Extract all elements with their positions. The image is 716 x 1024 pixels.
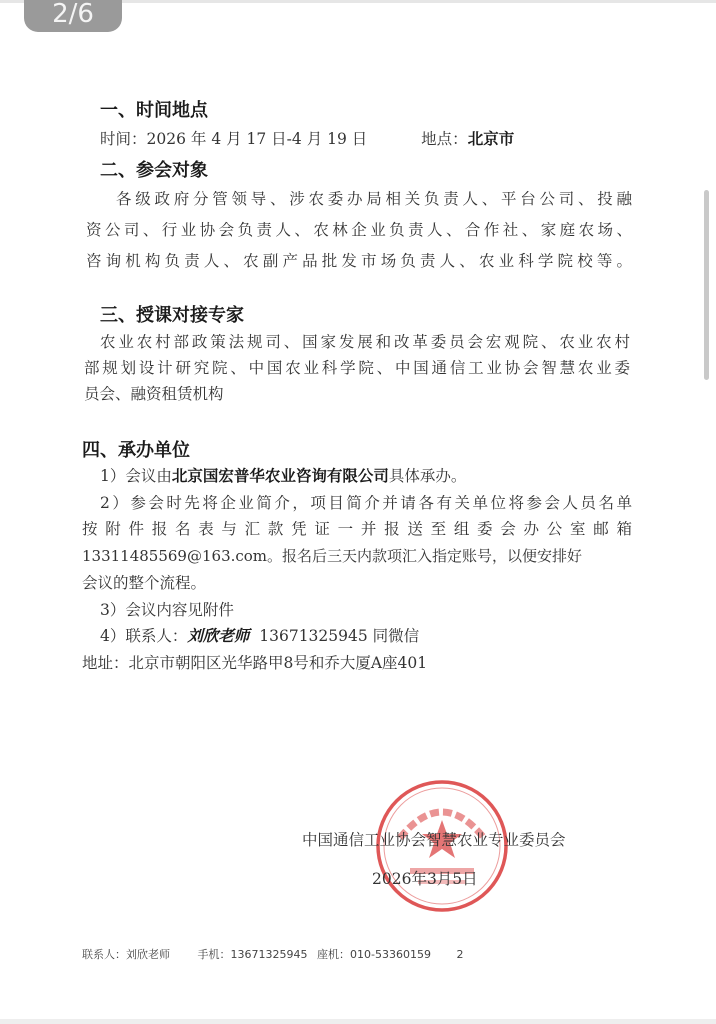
place-label: 地点： — [421, 130, 468, 148]
signing-date: 2026年3月5日 — [372, 870, 478, 888]
organizer-item-2-line-3: 13311485569@163.com。报名后三天内款项汇入指定账号，以便安排好 — [82, 547, 583, 565]
experts-line-1: 农业农村部政策法规司、国家发展和改革委员会宏观院、农业农村 — [100, 333, 630, 351]
address-line: 地址：北京市朝阳区光华路甲8号和乔大厦A座401 — [82, 654, 428, 672]
attendees-line-3: 咨询机构负责人、农副产品批发市场负责人、农业科学院校等。 — [86, 252, 632, 270]
organizer-item-1 — [100, 464, 466, 486]
section-heading-attendees: 二、参会对象 — [100, 160, 208, 181]
experts-line-2: 部规划设计研究院、中国农业科学院、中国通信工业协会智慧农业委 — [84, 359, 630, 377]
section-heading-time-place: 一、时间地点 — [100, 100, 208, 121]
time-label: 时间： — [100, 130, 147, 148]
organizer-item-2-line-1: 2）参会时先将企业简介，项目简介并请各有关单位将参会人员名单 — [100, 494, 632, 512]
page-indicator-badge[interactable]: 2/6 — [24, 0, 122, 32]
attendees-line-2: 资公司、行业协会负责人、农林企业负责人、合作社、家庭农场、 — [86, 221, 632, 239]
section-heading-organizer: 四、承办单位 — [82, 440, 190, 461]
time-value: 2026 年 4 月 17 日-4 月 19 日 — [146, 130, 368, 148]
organizer-item-3: 3）会议内容见附件 — [100, 601, 234, 619]
contact-name: 刘欣老师 — [187, 627, 250, 645]
footer-page-number: 2 — [456, 948, 464, 961]
page-footer — [82, 946, 469, 962]
contact-label: 4）联系人： — [100, 627, 188, 645]
footer-landline: 座机：010-53360159 — [316, 948, 431, 961]
organizer-company: 北京国宏普华农业咨询有限公司 — [171, 467, 389, 485]
organizer-item-2-line-4: 会议的整个流程。 — [82, 574, 207, 592]
signing-organization: 中国通信工业协会智慧农业专业委员会 — [302, 831, 566, 849]
viewer-bottom-edge — [0, 1019, 716, 1024]
attendees-line-1: 各级政府分管领导、涉农委办局相关负责人、平台公司、投融 — [116, 190, 632, 208]
experts-line-3: 员会、融资租赁机构 — [84, 385, 224, 403]
contact-phone: 13671325945 同微信 — [259, 627, 420, 645]
footer-contact: 联系人：刘欣老师 — [82, 948, 170, 961]
organizer-item-1-prefix: 1）会议由 — [100, 467, 172, 485]
organizer-item-4 — [100, 624, 419, 646]
place-value: 北京市 — [467, 130, 515, 148]
scrollbar-thumb[interactable] — [704, 190, 709, 380]
organizer-item-1-suffix: 具体承办。 — [388, 467, 467, 485]
time-place-line — [100, 127, 514, 149]
footer-mobile: 手机：13671325945 — [197, 948, 308, 961]
organizer-item-2-line-2: 按附件报名表与汇款凭证一并报送至组委会办公室邮箱 — [82, 520, 632, 538]
section-heading-experts: 三、授课对接专家 — [100, 305, 244, 326]
